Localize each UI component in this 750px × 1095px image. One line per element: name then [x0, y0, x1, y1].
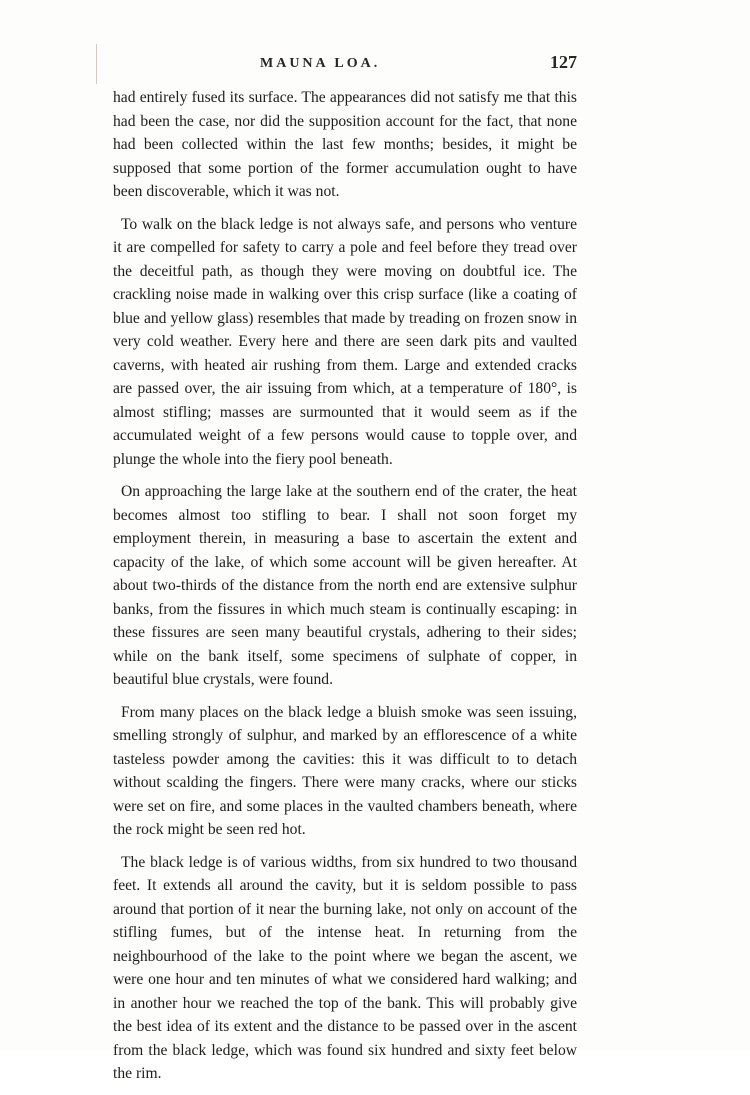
body-text	[113, 86, 577, 1095]
paragraph-3: On approaching the large lake at the southern end of the crater, the heat becomes almost too stifling to bear. I shall not soon forget my employment therein, in measuring a base to ascertain the extent and capacity of the lake, of which some account will be given hereafter. At about two-thirds of the distance from the north end are extensive sulphur banks, from the fissures in which much steam is continually escaping: in these fissures are seen many beautiful crystals, adhering to their sides; while on the bank itself, some specimens of sulphate of copper, in beautiful blue crystals, were found.	[113, 483, 577, 688]
paragraph-1: had entirely fused its surface. The appearances did not satisfy me that this had been the case, nor did the supposition account for the fact, that none had been collected within the last few months; besides, it might be supposed that some portion of the former accumulation ought to have been discoverable, which it was not.	[113, 89, 577, 200]
page-number: 127	[550, 52, 577, 72]
paragraph-2: To walk on the black ledge is not always safe, and persons who venture it are compelled for safety to carry a pole and feel before they tread over the deceitful path, as though they were moving on doubtful ice. The crackling noise made in walking over this crisp surface (like a coating of blue and yellow glass) resembles that made by treading on frozen snow in very cold weather. Every here and there are seen dark pits and vaulted caverns, with heated air rushing from them. Large and extended cracks are passed over, the air issuing from which, at a temperature of 180°, is almost stifling; masses are surmounted that it would seem as if the accumulated weight of a few persons would cause to topple over, and plunge the whole into the fiery pool beneath.	[113, 215, 577, 468]
paragraph-5: The black ledge is of various widths, from six hundred to two thousand feet. It extends all around the cavity, but it is seldom possible to pass around that portion of it near the burning lake, not only on account of the stifling fumes, but of the intense heat. In returning from the neighbourhood of the lake to the point where we began the ascent, we were one hour and ten minutes of what we considered hard walking; and in another hour we reached the top of the bank. This will probably give the best idea of its extent and the distance to be passed over in the ascent from the black ledge, which was found six hundred and sixty feet below the rim.	[113, 853, 577, 1082]
running-title: MAUNA LOA.	[260, 56, 381, 71]
paragraph-4: From many places on the black ledge a bluish smoke was seen issuing, smelling strongly of sulphur, and marked by an efflorescence of a white tasteless powder among the cavities: this it was difficult to to detach without scalding the fingers. There were many cracks, where our sticks were set on fire, and some places in the vaulted chambers beneath, where the rock might be seen red hot.	[113, 703, 577, 838]
gutter-line	[96, 44, 97, 84]
